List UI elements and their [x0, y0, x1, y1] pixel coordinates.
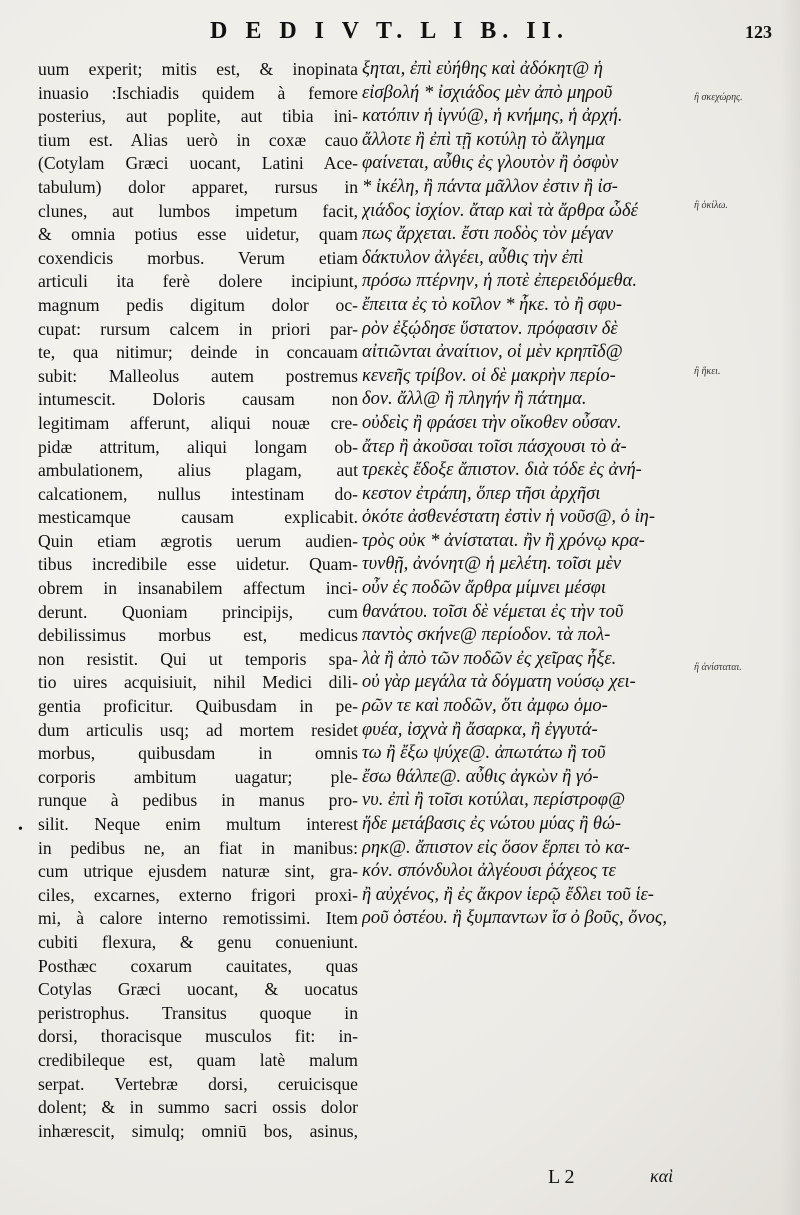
latin-text-line: inuasio :Ischiadis quidem à femore	[38, 82, 358, 103]
latin-text-line: intumescit. Doloris causam non	[38, 389, 358, 410]
greek-text-line: κόν. σπόνδυλοι ἀλγέουσι ῥάχεος τε	[362, 861, 616, 882]
greek-text-line: θανάτου. τοῖσι δὲ νέμεται ἐς τὴν τοῦ	[362, 601, 624, 622]
greek-text-line: ἥδε μετάβασις ἐς νώτου μύας ἢ θώ-	[362, 814, 622, 834]
latin-text-line: tabulum) dolor apparet, rursus in	[38, 176, 358, 197]
latin-text-line: non resistit. Qui ut temporis spa-	[38, 648, 358, 669]
latin-text-line: ambulationem, alius plagam, aut	[38, 460, 358, 481]
latin-text-line: cubiti flexura, & genu conueniunt.	[38, 931, 358, 952]
latin-column	[38, 58, 358, 1143]
latin-text-line: derunt. Quoniam principijs, cum	[38, 601, 358, 622]
greek-text-line: τω ἢ ἔξω ψύχε@. ἀπωτάτω ἢ τοῦ	[362, 743, 606, 764]
latin-text-line: uum experit; mitis est, & inopinata	[38, 59, 358, 79]
latin-text-line: Cotylas Græci uocant, & uocatus	[38, 979, 358, 1000]
greek-text-line: ρηκ@. ἄπιστον εἰς ὅσον ἕρπει τὸ κα-	[362, 837, 630, 858]
latin-text-line: pidæ attritum, aliqui longam ob-	[38, 436, 358, 457]
greek-text-line: τρεκὲς ἔδοξε ἄπιστον. διὰ τόδε ἐς ἀνή-	[362, 460, 642, 481]
latin-text-line: clunes, aut lumbos impetum facit,	[38, 200, 358, 221]
greek-text-line: δάκτυλον ἀλγέει, αὖθις τὴν ἐπὶ	[362, 247, 584, 268]
latin-text-line: articuli ita ferè dolere incipiunt,	[38, 271, 358, 292]
greek-text-line: κεστον ἐτράπη, ὅπερ τῆσι ἀρχῆσι	[362, 483, 601, 504]
latin-text-line: legitimam afferunt, aliqui nouæ cre-	[38, 412, 358, 433]
greek-text-line: τρὸς οὐκ * ἀνίσταται. ἢν ἢ χρόνῳ κρα-	[362, 530, 645, 551]
margin-bullet-mark: •	[18, 822, 23, 837]
latin-text-line: te, qua nitimur; deinde in concauam	[38, 342, 358, 363]
latin-text-line: debilissimus morbus est, medicus	[38, 625, 358, 646]
latin-text-line: mesticamque causam explicabit.	[38, 507, 358, 528]
margin-notes	[694, 0, 794, 1215]
greek-text-line: ἔπειτα ἐς τὸ κοῖλον * ἧκε. τὸ ἢ σφυ-	[362, 294, 623, 315]
greek-text-line: οὐδεὶς ἢ φράσει τὴν οἴκοθεν οὖσαν.	[362, 412, 622, 433]
latin-text-line: calcationem, nullus intestinam do-	[38, 483, 358, 504]
latin-text-line: obrem in insanabilem affectum inci-	[38, 578, 358, 599]
greek-text-line: πως ἄρχεται. ἔστι ποδὸς τὸν μέγαν	[362, 224, 613, 245]
latin-text-line: cum utrique ejusdem naturæ sint, gra-	[38, 861, 358, 882]
margin-note: ἢ σκεχώρης.	[694, 92, 743, 103]
latin-text-line: tio uires acquisiuit, nihil Medici dili-	[38, 672, 358, 693]
greek-text-line: δον. ἄλλ@ ἢ πληγήν ἢ πάτημα.	[362, 389, 587, 410]
signature-mark: L 2	[548, 1166, 575, 1188]
latin-text-line: morbus, quibusdam in omnis	[38, 743, 358, 764]
greek-text-line: αἰτιῶνται ἀναίτιον, οἱ μὲν κρηπῖδ@	[362, 342, 623, 363]
greek-text-line: οὖν ἐς ποδῶν ἄρθρα μίμνει μέσφι	[362, 578, 606, 599]
latin-text-line: tium est. Alias uerò in coxæ cauo	[38, 129, 358, 150]
latin-text-line: credibileque est, quam latè malum	[38, 1049, 358, 1070]
margin-note: ἢ ἀνίσταται.	[694, 662, 742, 673]
latin-text-line: posterius, aut poplite, aut tibia ini-	[38, 106, 358, 127]
greek-text-line: ὁκότε ἀσθενέστατη ἐστὶν ἡ νοῦσ@, ὁ ἰη-	[362, 507, 656, 528]
greek-text-line: οὐ γὰρ μεγάλα τὰ δόγματη νούσῳ χει-	[362, 672, 636, 693]
latin-text-line: Posthæc coxarum cauitates, quas	[38, 955, 358, 976]
latin-text-line: dorsi, thoracisque musculos fit: in-	[38, 1026, 358, 1047]
latin-text-line: dolent; & in summo sacri ossis dolor	[38, 1097, 358, 1118]
latin-text-line: cupat: rursum calcem in priori par-	[38, 318, 358, 339]
greek-text-line: τυνθῇ, ἀνόνητ@ ἡ μελέτη. τοῖσι μὲν	[362, 554, 622, 575]
latin-text-line: tibus incredibile esse uidetur. Quam-	[38, 554, 358, 575]
greek-text-line: ροῦ ὀστέου. ἢ ξυμπαντων ἴσ ὀ βοῦς, ὄνος,	[362, 908, 668, 929]
greek-text-line: * ἰκέλη, ἢ πάντα μᾶλλον ἐστιν ἢ ἰσ-	[362, 176, 618, 197]
greek-text-line: χιάδος ἰσχίον. ἄταρ καὶ τὰ ἄρθρα ὧδέ	[362, 200, 638, 221]
latin-text-line: & omnia potius esse uidetur, quam	[38, 224, 358, 245]
running-head: D E D I V T. L I B. II.	[210, 18, 569, 44]
catchword: καὶ	[650, 1166, 674, 1186]
greek-text-line: παντὸς σκήνε@ περίοδον. τὰ πολ-	[362, 625, 611, 646]
greek-text-line: νυ. ἐπὶ ἢ τοῖσι κοτύλαι, περίστροφ@	[362, 790, 626, 811]
latin-text-line: coxendicis morbus. Verum etiam	[38, 247, 358, 268]
latin-text-line: dum articulis usq; ad mortem residet	[38, 719, 358, 740]
greek-text-line: εἰσβολή * ἰσχιάδος μὲν ἀπὸ μηροῦ	[362, 82, 613, 103]
page-edge-shadow	[780, 0, 800, 1215]
page-number: 123	[745, 22, 772, 42]
latin-text-line: inhærescit, simulq; omniū bos, asinus,	[38, 1120, 358, 1141]
greek-column	[362, 58, 692, 931]
margin-note: ἢ ἥκει.	[694, 366, 721, 377]
greek-text-line: φυέα, ἰσχνὰ ἢ ἄσαρκα, ἢ ἐγγυτά-	[362, 719, 598, 740]
greek-text-line: πρόσω πτέρνην, ἡ ποτὲ ἐπερειδόμεθα.	[362, 271, 637, 292]
greek-text-line: ξηται, ἐπὶ εὐήθης καὶ ἀδόκητ@ ἡ	[362, 59, 603, 79]
latin-text-line: mi, à calore interno remotissimi. Item	[38, 908, 358, 929]
latin-text-line: peristrophus. Transitus quoque in	[38, 1002, 358, 1023]
greek-text-line: φαίνεται, αὖθις ἐς γλουτὸν ἢ ὀσφὺν	[362, 153, 619, 174]
greek-text-line: ρὸν ἐξῴδησε ὕστατον. πρόφασιν δὲ	[362, 318, 618, 339]
latin-text-line: Quin etiam ægrotis uerum audien-	[38, 530, 358, 551]
latin-text-line: corporis ambitum uagatur; ple-	[38, 766, 358, 787]
greek-text-line: κενεῆς τρίβον. οἱ δὲ μακρὴν περίο-	[362, 365, 616, 386]
latin-text-line: in pedibus ne, an fiat in manibus:	[38, 837, 358, 858]
greek-text-line: ἄλλοτε ἢ ἐπὶ τῇ κοτύλῃ τὸ ἄλγημα	[362, 129, 605, 150]
greek-text-line: ρῶν τε καὶ ποδῶν, ὅτι ἀμφω ὁμο-	[362, 696, 608, 717]
latin-text-line: gentia proficitur. Quibusdam in pe-	[38, 696, 358, 717]
latin-text-line: subit: Malleolus autem postremus	[38, 365, 358, 386]
latin-text-line: (Cotylam Græci uocant, Latini Ace-	[38, 153, 358, 174]
latin-text-line: runque à pedibus in manus pro-	[38, 790, 358, 811]
greek-text-line: ἢ αὐχένος, ἢ ἐς ἄκρον ἱερῷ ἔδλει τοῦ ἱε-	[362, 884, 654, 905]
greek-text-line: λὰ ἢ ἀπὸ τῶν ποδῶν ἐς χεῖρας ἧξε.	[362, 648, 617, 669]
latin-text-line: magnum pedis digitum dolor oc-	[38, 294, 358, 315]
greek-text-line: ἄτερ ἢ ἀκοῦσαι τοῖσι πάσχουσι τὸ ἀ-	[362, 436, 627, 457]
latin-text-line: serpat. Vertebræ dorsi, ceruicisque	[38, 1073, 358, 1094]
greek-text-line: κατόπιν ἡ ἰγνύ@, ἡ κνήμης, ἡ ἀρχή.	[362, 106, 623, 127]
latin-text-line: silit. Neque enim multum interest	[38, 814, 358, 834]
margin-note: ἢ ὁκίλω.	[694, 200, 728, 211]
latin-text-line: ciles, excarnes, externo frigori proxi-	[38, 884, 358, 905]
greek-text-line: ἔσω θάλπε@. αὖθις ἀγκὼν ἢ γό-	[362, 766, 599, 787]
